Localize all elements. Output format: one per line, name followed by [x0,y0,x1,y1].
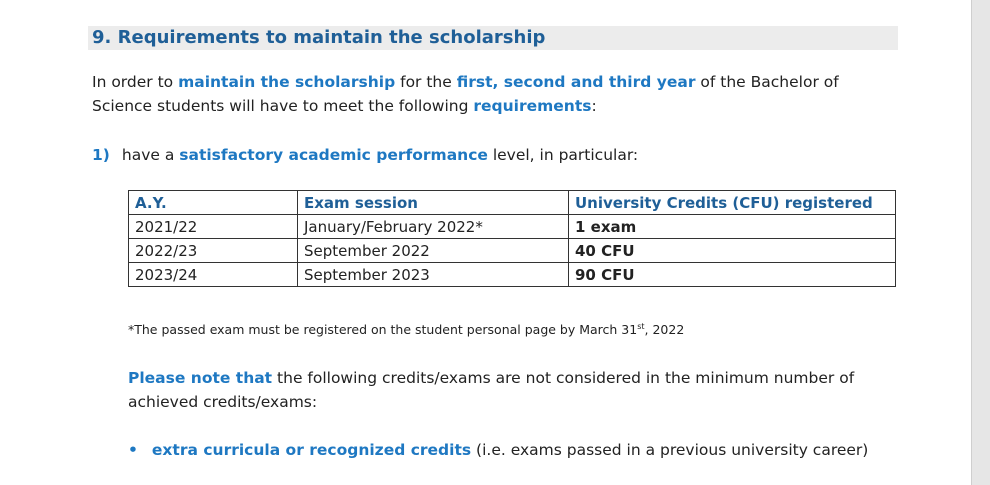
table-row [129,239,896,263]
item-text-1: have a [121,146,180,164]
bullet-dot-icon: • [128,441,138,459]
table-row [129,215,896,239]
table-footnote [128,322,684,337]
cell-ay: 2022/23 [129,239,298,263]
bullet-text: (i.e. exams passed in a previous university career) [471,441,869,459]
note-emphasis: Please note that [128,369,273,387]
table-header-row [129,191,896,215]
intro-text-4: : [591,97,597,115]
header-exam-session: Exam session [298,191,569,215]
intro-emphasis-2: first, second and third year [456,73,696,91]
intro-emphasis-3: requirements [473,97,592,115]
cell-credits: 1 exam [569,215,896,239]
note-paragraph [128,366,898,414]
item-emphasis: satisfactory academic performance [179,146,488,164]
bullet-item [128,439,868,461]
item-text-2: level, in particular: [487,146,639,164]
item-number: 1) [92,146,110,164]
intro-emphasis-1: maintain the scholarship [178,73,396,91]
requirements-table [128,190,896,287]
cell-session: January/February 2022* [298,215,569,239]
cell-ay: 2023/24 [129,263,298,287]
requirement-item-1 [92,144,638,166]
footnote-superscript: st [637,322,645,331]
footnote-tail: , 2022 [644,322,685,338]
table-row [129,263,896,287]
cell-ay: 2021/22 [129,215,298,239]
bullet-emphasis: extra curricula or recognized credits [151,441,472,459]
header-ay: A.Y. [129,191,298,215]
intro-text-3: of the Bachelor of Science students will have to meet the following [92,73,839,115]
intro-text-2: for the [395,73,457,91]
cell-session: September 2022 [298,239,569,263]
cell-credits: 90 CFU [569,263,896,287]
note-text: the following credits/exams are not considered in the minimum number of achieved credits/exams: [128,369,855,411]
cell-session: September 2023 [298,263,569,287]
intro-paragraph [92,70,902,118]
section-heading: 9. Requirements to maintain the scholarship [88,26,898,50]
header-credits: University Credits (CFU) registered [569,191,896,215]
footnote-text: *The passed exam must be registered on the student personal page by March 31 [128,322,638,338]
vertical-scrollbar[interactable] [971,0,990,485]
intro-text-1: In order to [92,73,179,91]
cell-credits: 40 CFU [569,239,896,263]
